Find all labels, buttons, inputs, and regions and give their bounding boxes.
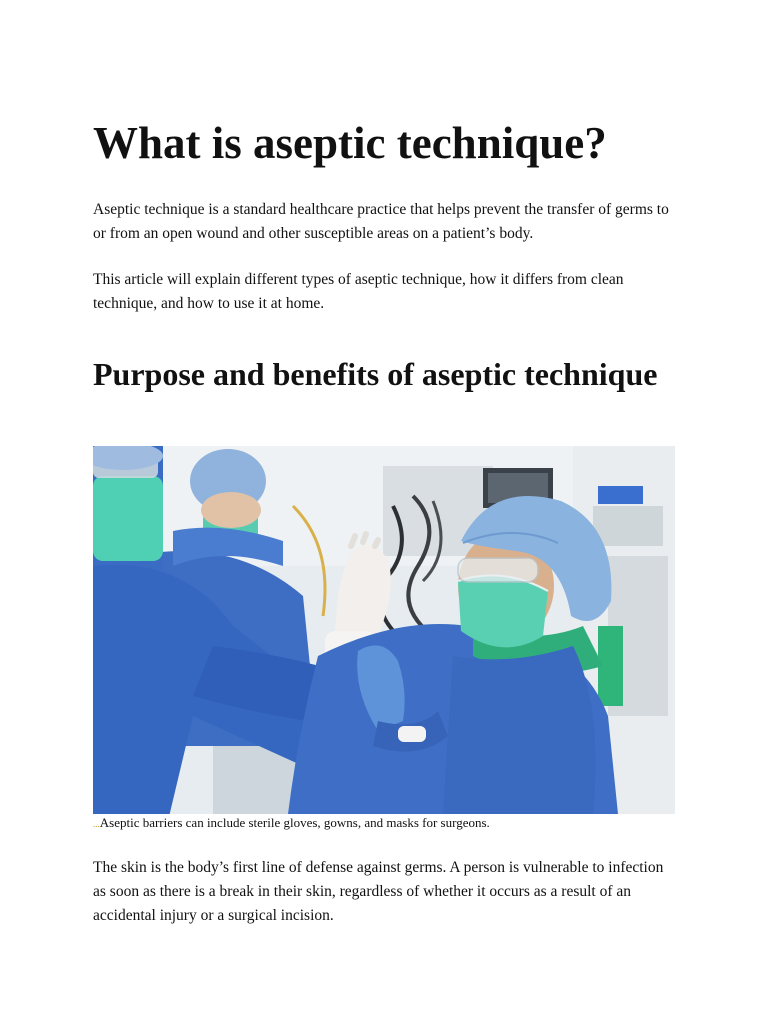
section-heading: Purpose and benefits of aseptic technique <box>93 356 658 392</box>
intro-paragraph-2: This article will explain different types of aseptic technique, how it differs from clean technique, and how to use it at home. <box>93 271 624 312</box>
page-title: What is aseptic technique? <box>93 118 607 168</box>
caption-marker: ... <box>93 819 100 829</box>
figure-caption <box>93 815 490 832</box>
body-paragraph: The skin is the body’s first line of defense against germs. A person is vulnerable to infection as soon as there is a break in their skin, regardless of whether it occurs as a result of an accidental injury or a surgical incision. <box>93 859 664 924</box>
caption-text: Aseptic barriers can include sterile gloves, gowns, and masks for surgeons. <box>99 815 490 830</box>
intro-paragraph-1: Aseptic technique is a standard healthcare practice that helps prevent the transfer of germs to or from an open wound and other susceptible areas on a patient’s body. <box>93 201 669 242</box>
surgeons-gloving-photo <box>93 446 675 814</box>
